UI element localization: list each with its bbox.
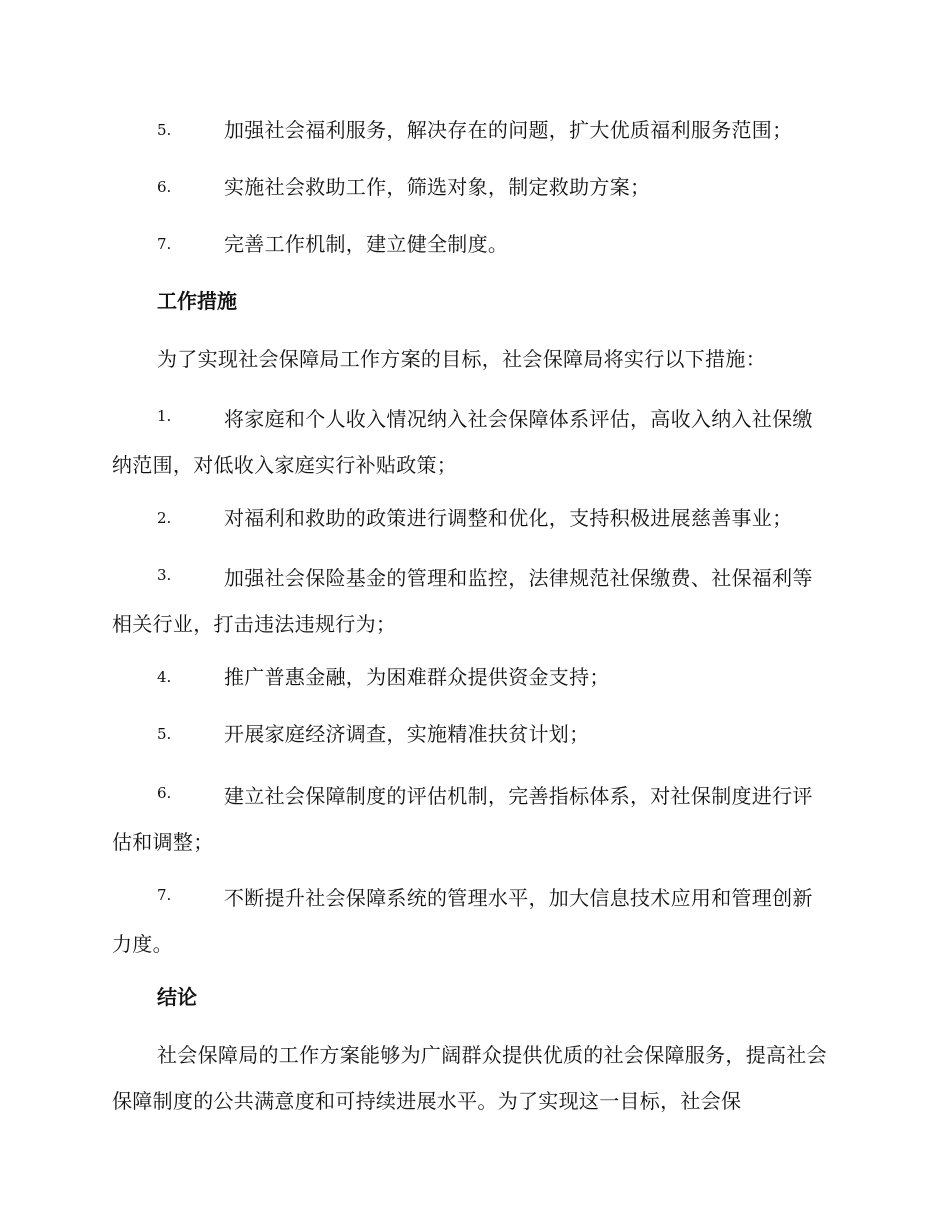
list-item-text: 加强社会保险基金的管理和监控，法律规范社保缴费、社保福利等相关行业，打击违法违规行为； [112, 566, 813, 636]
list-item-text: 不断提升社会保障系统的管理水平，加大信息技术应用和管理创新力度。 [112, 886, 813, 956]
conclusion-paragraph: 社会保障局的工作方案能够为广阔群众提供优质的社会保障服务，提高社会保障制度的公共满意度和可持续进展水平。为了实现这一目标，社会保 [112, 1043, 827, 1113]
section-intro: 为了实现社会保障局工作方案的目标，社会保障局将实行以下措施： [157, 347, 766, 371]
list-item-text: 开展家庭经济调查，实施精准扶贫计划； [224, 722, 590, 746]
list-item-number: 5. [157, 121, 172, 139]
list-item-number: 1. [157, 407, 172, 425]
section-heading-measures: 工作措施 [157, 289, 237, 313]
list-item-number: 6. [157, 178, 172, 196]
list-item-number: 7. [157, 886, 172, 904]
list-item-number: 4. [157, 668, 172, 686]
list-item-text: 加强社会福利服务，解决存在的问题，扩大优质福利服务范围； [224, 118, 793, 142]
list-item-number: 3. [157, 566, 172, 584]
section-heading-conclusion: 结论 [157, 985, 197, 1009]
list-item-text: 将家庭和个人收入情况纳入社会保障体系评估，高收入纳入社保缴纳范围，对低收入家庭实行补贴政策； [112, 407, 813, 477]
list-item-text: 对福利和救助的政策进行调整和优化，支持积极进展慈善事业； [224, 506, 793, 530]
list-item-number: 2. [157, 509, 172, 527]
list-item-text: 推广普惠金融，为困难群众提供资金支持； [224, 665, 610, 689]
list-item-text: 实施社会救助工作，筛选对象，制定救助方案； [224, 175, 651, 199]
list-item-text: 建立社会保障制度的评估机制，完善指标体系，对社保制度进行评估和调整； [112, 784, 813, 854]
list-item-number: 6. [157, 784, 172, 802]
list-item-number: 7. [157, 235, 172, 253]
list-item-number: 5. [157, 725, 172, 743]
list-item-text: 完善工作机制，建立健全制度。 [224, 232, 509, 256]
